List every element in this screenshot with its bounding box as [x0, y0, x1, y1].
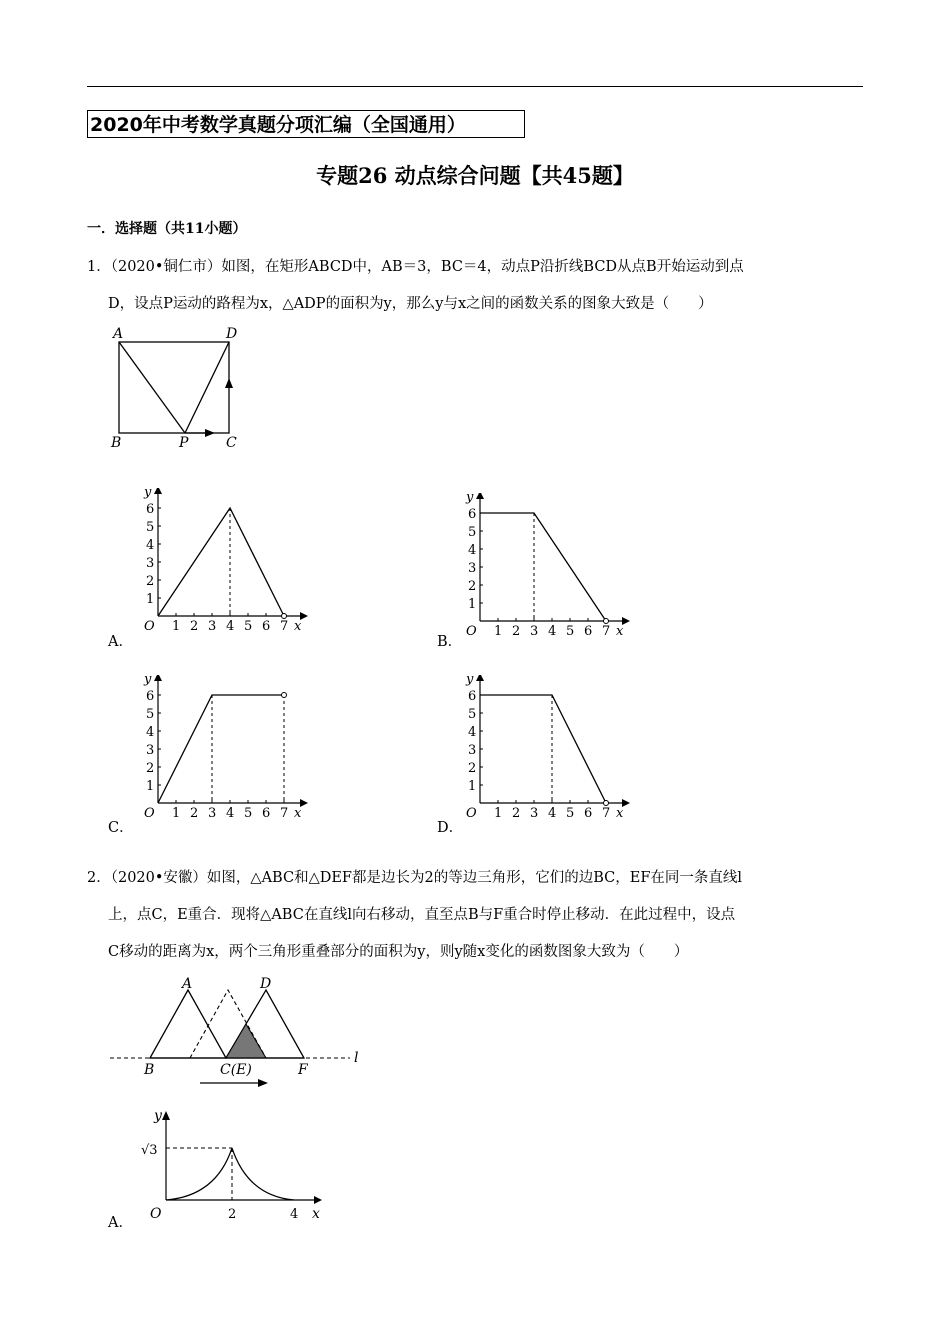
- option-d-label[interactable]: D．: [437, 820, 464, 836]
- x-tick-label: 7: [602, 624, 611, 639]
- arrow-right-icon: [205, 429, 215, 437]
- graph-line: [480, 513, 606, 621]
- origin-label: O: [150, 1206, 162, 1222]
- x-tick-label: 6: [262, 806, 271, 821]
- y-tick-label: 3: [468, 561, 477, 576]
- x-label: x: [294, 619, 302, 634]
- x-tick-label: 3: [530, 806, 539, 821]
- x-tick-label: 2: [190, 619, 199, 634]
- origin-label: O: [144, 806, 155, 821]
- open-endpoint: [282, 693, 287, 698]
- y-tick-label: 4: [146, 725, 155, 740]
- y-arrow-icon: [476, 493, 484, 499]
- origin-label: O: [466, 806, 477, 821]
- open-endpoint: [604, 619, 609, 624]
- label-d: D: [260, 976, 272, 992]
- graph-line: [158, 508, 284, 616]
- page-title: 专题26 动点综合问题【共45题】: [316, 163, 634, 188]
- label-b: B: [144, 1062, 155, 1078]
- q1-text-line1: 1．（2020•铜仁市）如图，在矩形ABCD中，AB＝3，BC＝4，动点P沿折线BCD从点B开始运动到点: [87, 259, 744, 275]
- origin-label: O: [144, 619, 155, 634]
- x-tick-label: 4: [226, 619, 235, 634]
- arrow-right-icon: [258, 1079, 268, 1087]
- x-tick-label: 5: [566, 624, 575, 639]
- y-tick-label: 4: [468, 543, 477, 558]
- triangle-abc: [150, 990, 226, 1058]
- open-endpoint: [604, 801, 609, 806]
- q2-text-line1: 2．（2020•安徽）如图，△ABC和△DEF都是边长为2的等边三角形，它们的边BC，EF在同一条直线l: [87, 870, 743, 886]
- x-tick-label: 1: [494, 624, 503, 639]
- segment-dp: [185, 342, 229, 433]
- x-tick-label: 4: [226, 806, 235, 821]
- y-label: y: [154, 1108, 162, 1124]
- collection-title: 2020年中考数学真题分项汇编（全国通用）: [87, 110, 525, 138]
- x-tick-label: 7: [280, 619, 289, 634]
- x-tick-label: 5: [244, 806, 253, 821]
- y-tick-label: 1: [468, 779, 477, 794]
- label-b: B: [111, 435, 122, 450]
- x-tick-label: 2: [512, 624, 521, 639]
- y-label: y: [144, 488, 152, 500]
- x-tick-label: 6: [584, 624, 593, 639]
- label-a: A: [182, 976, 193, 992]
- y-tick-label: 6: [146, 502, 155, 517]
- y-arrow-icon: [154, 675, 162, 681]
- curve-left: [166, 1148, 232, 1200]
- q1-rectangle-figure: [105, 322, 250, 450]
- y-tick-label: 3: [146, 743, 155, 758]
- label-d: D: [226, 326, 238, 342]
- q1-graph-d: [462, 675, 637, 825]
- x-tick-label: 6: [584, 806, 593, 821]
- label-a: A: [113, 326, 124, 342]
- tick-4: 4: [290, 1207, 299, 1222]
- y-tick-label: 2: [146, 761, 155, 776]
- overlap-region: [226, 1024, 266, 1058]
- graph-line: [158, 695, 284, 803]
- y-tick-label: 5: [146, 707, 155, 722]
- q2-triangle-figure: [110, 972, 372, 1094]
- label-p: P: [179, 435, 189, 450]
- x-tick-label: 5: [566, 806, 575, 821]
- y-tick-label: 1: [146, 592, 155, 607]
- x-tick-label: 6: [262, 619, 271, 634]
- arrow-up-icon: [225, 378, 233, 388]
- rectangle-abcd: [119, 342, 229, 433]
- sqrt3-label: √3: [141, 1143, 158, 1158]
- q1-graph-c: [140, 675, 315, 825]
- label-ce: C(E): [220, 1062, 252, 1078]
- x-tick-label: 1: [172, 806, 181, 821]
- q1-graph-b: [462, 493, 637, 643]
- x-tick-label: 3: [530, 624, 539, 639]
- y-tick-label: 4: [468, 725, 477, 740]
- x-label: x: [312, 1206, 320, 1222]
- x-tick-label: 2: [190, 806, 199, 821]
- x-tick-label: 2: [512, 806, 521, 821]
- x-label: x: [616, 624, 624, 639]
- y-tick-label: 5: [468, 525, 477, 540]
- x-tick-label: 5: [244, 619, 253, 634]
- q2-graph-a: [138, 1106, 328, 1224]
- q2-text-line3: C移动的距离为x，两个三角形重叠部分的面积为y，则y随x变化的函数图象大致为（ ）: [108, 944, 689, 960]
- y-tick-label: 3: [146, 556, 155, 571]
- x-tick-label: 4: [548, 806, 557, 821]
- x-tick-label: 1: [494, 806, 503, 821]
- origin-label: O: [466, 624, 477, 639]
- q1-text-line2: D，设点P运动的路程为x，△ADP的面积为y，那么y与x之间的函数关系的图象大致是（ ）: [108, 296, 713, 312]
- y-tick-label: 6: [468, 507, 477, 522]
- label-c: C: [226, 435, 237, 450]
- option-a-label[interactable]: A．: [108, 634, 133, 650]
- graph-line: [480, 695, 606, 803]
- x-tick-label: 1: [172, 619, 181, 634]
- x-arrow-icon: [314, 1196, 322, 1204]
- x-tick-label: 3: [208, 619, 217, 634]
- option-b-label[interactable]: B．: [437, 634, 463, 650]
- y-label: y: [144, 675, 152, 687]
- x-tick-label: 4: [548, 624, 557, 639]
- y-tick-label: 1: [146, 779, 155, 794]
- open-endpoint: [282, 614, 287, 619]
- label-l: l: [354, 1050, 359, 1066]
- x-label: x: [616, 806, 624, 821]
- y-label: y: [466, 675, 474, 687]
- y-tick-label: 1: [468, 597, 477, 612]
- y-tick-label: 2: [468, 579, 477, 594]
- y-tick-label: 2: [468, 761, 477, 776]
- tick-2: 2: [228, 1207, 237, 1222]
- y-tick-label: 3: [468, 743, 477, 758]
- y-tick-label: 6: [468, 689, 477, 704]
- label-f: F: [298, 1062, 308, 1078]
- segment-ap: [119, 342, 185, 433]
- q2-option-a-label[interactable]: A．: [108, 1215, 133, 1231]
- y-tick-label: 5: [468, 707, 477, 722]
- option-c-label[interactable]: C．: [108, 820, 134, 836]
- curve-right: [232, 1148, 294, 1200]
- y-label: y: [466, 493, 474, 505]
- q1-graph-a: [140, 488, 315, 638]
- y-arrow-icon: [476, 675, 484, 681]
- y-tick-label: 4: [146, 538, 155, 553]
- x-tick-label: 7: [280, 806, 289, 821]
- y-tick-label: 5: [146, 520, 155, 535]
- y-tick-label: 2: [146, 574, 155, 589]
- y-arrow-icon: [162, 1111, 170, 1120]
- x-tick-label: 7: [602, 806, 611, 821]
- q2-text-line2: 上，点C，E重合．现将△ABC在直线l向右移动，直至点B与F重合时停止移动．在此过程中，设点: [108, 907, 736, 923]
- x-tick-label: 3: [208, 806, 217, 821]
- y-tick-label: 6: [146, 689, 155, 704]
- section-heading: 一．选择题（共11小题）: [87, 221, 247, 237]
- x-label: x: [294, 806, 302, 821]
- y-arrow-icon: [154, 488, 162, 494]
- top-rule: [87, 86, 863, 87]
